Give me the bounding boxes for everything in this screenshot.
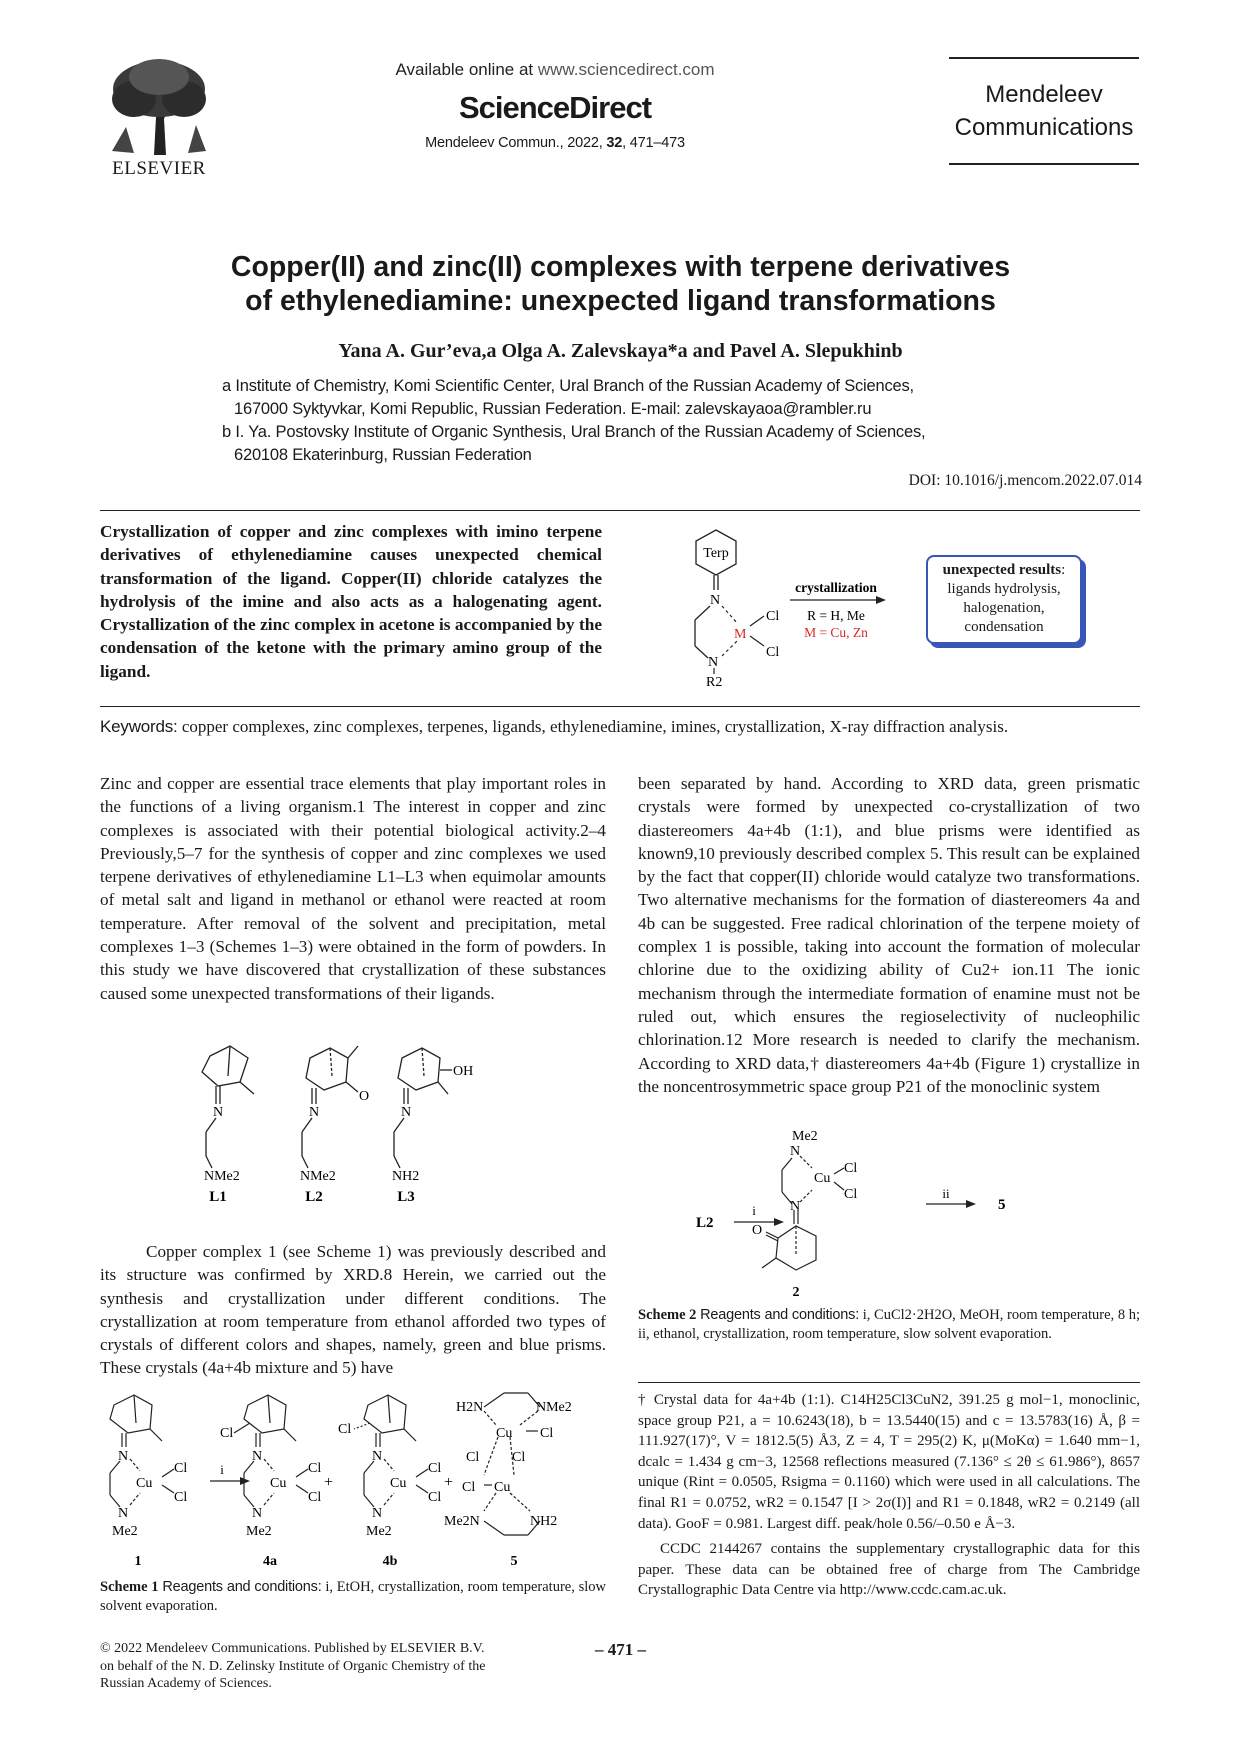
svg-text:R2: R2 — [706, 675, 723, 690]
svg-text:Cl: Cl — [220, 1426, 234, 1441]
svg-text:Cu: Cu — [814, 1171, 831, 1186]
compound-4b-label: 4b — [382, 1554, 398, 1569]
svg-text:Cl: Cl — [540, 1426, 554, 1441]
scheme-1-caption: Scheme 1 Reagents and conditions: i, EtOH, crystallization, room temperature, slow solvent evaporation. — [100, 1579, 607, 1614]
svg-text:i: i — [752, 1203, 756, 1218]
svg-text:Cl: Cl — [428, 1490, 442, 1505]
compound-1-label: 1 — [134, 1554, 142, 1569]
ligand-l1-label: L1 — [209, 1189, 227, 1205]
scheme-2-caption: Scheme 2 Reagents and conditions: i, CuCl2·2H2O, MeOH, room temperature, 8 h; ii, ethanol, crystallization, room temperature, slow solvent evaporation. — [638, 1307, 1141, 1342]
authors: Yana A. Gur’eva,a Olga A. Zalevskaya*a and Pavel A. Slepukhinb — [338, 340, 903, 362]
svg-text:NMe2: NMe2 — [204, 1169, 240, 1184]
abstract-text: Crystallization of copper and zinc complexes with imino terpene derivatives of ethylenediamine causes unexpected chemical transformation of the ligand. Copper(II) chloride catalyzes the hydrolysis of the imine and also acts as a halogenating agent. Crystallization of the zinc complex in acetone is accompanied by the condensation of the ketone with the primary amino group of the ligand. — [100, 522, 602, 681]
affiliations: a Institute of Chemistry, Komi Scientific Center, Ural Branch of the Russian Academy of Sciences, 167000 Syktyvkar, Komi Republic, Russian Federation. E-mail: zalevskayaoa@rambler.ru b I. Ya. Postovsky Institute of Organic Synthesis, Ural Branch of the Russian Academy of Sciences, 620108 Ekaterinburg, Russian Federation — [222, 377, 926, 464]
svg-text:N: N — [401, 1105, 412, 1120]
svg-text:+: + — [444, 1474, 454, 1491]
svg-text:L2: L2 — [696, 1215, 714, 1231]
svg-text:Cl: Cl — [338, 1422, 352, 1437]
svg-text:Cl: Cl — [844, 1161, 858, 1176]
svg-text:Cl: Cl — [308, 1490, 322, 1505]
compound-4a-label: 4a — [263, 1554, 277, 1569]
svg-text:H2N: H2N — [456, 1400, 484, 1415]
arrow-right-icon — [966, 1200, 976, 1208]
publisher-name: ELSEVIER — [112, 158, 206, 179]
svg-text:N: N — [252, 1449, 263, 1464]
svg-text:Cu: Cu — [494, 1480, 511, 1495]
article-title: Copper(II) and zinc(II) complexes with terpene derivatives of ethylenediamine: unexpected ligand transformations — [230, 251, 1011, 317]
ccdc-note: CCDC 2144267 contains the supplementary crystallographic data for this paper. These data can be obtained free of charge from The Cambridge Crystallographic Data Centre via http://www.ccdc.cam.ac.uk. — [638, 1541, 1140, 1599]
svg-text:R = H, Me: R = H, Me — [807, 608, 865, 623]
svg-text:Cl: Cl — [766, 645, 780, 660]
scheme-1 — [100, 1385, 610, 1570]
arrow-right-icon — [774, 1218, 784, 1226]
svg-text:5: 5 — [998, 1197, 1006, 1213]
svg-text:N: N — [372, 1506, 383, 1521]
body-paragraph-2: Copper complex 1 (see Scheme 1) was previously described and its structure was confirmed by XRD.8 Herein, we carried out the synthesis and crystallization under different conditions. The crystallization at room temperature from ethanol afforded two types of crystals of different colors and shapes, namely, green and blue prisms. These crystals (4a+4b mixture and 5) have — [100, 1242, 606, 1378]
svg-text:O: O — [359, 1089, 370, 1104]
svg-text:N: N — [118, 1449, 129, 1464]
svg-text:+: + — [324, 1474, 334, 1491]
terp-label: Terp — [703, 546, 729, 561]
svg-text:NMe2: NMe2 — [536, 1400, 572, 1415]
svg-text:Cl: Cl — [462, 1480, 476, 1495]
svg-text:N: N — [252, 1506, 263, 1521]
svg-text:M = Cu, Zn: M = Cu, Zn — [804, 625, 868, 640]
scheme-2 — [696, 1128, 1070, 1313]
journal-name: Mendeleev Communications — [954, 81, 1134, 141]
page-number: – 471 – — [595, 1640, 646, 1659]
results-box: unexpected results: ligands hydrolysis, halogenation, condensation — [926, 555, 1082, 644]
metal-label: M — [734, 627, 747, 642]
svg-text:Cl: Cl — [174, 1461, 188, 1476]
svg-text:N: N — [790, 1199, 801, 1214]
svg-text:O: O — [752, 1223, 763, 1238]
svg-text:ii: ii — [942, 1186, 950, 1201]
svg-text:Cl: Cl — [308, 1461, 322, 1476]
arrow-right-icon — [876, 596, 886, 604]
svg-text:Me2: Me2 — [112, 1524, 138, 1539]
svg-text:NMe2: NMe2 — [300, 1169, 336, 1184]
svg-text:OH: OH — [453, 1064, 474, 1079]
compound-2-label: 2 — [792, 1285, 800, 1300]
ligand-l2-label: L2 — [305, 1189, 323, 1205]
svg-text:Cl: Cl — [174, 1490, 188, 1505]
svg-text:Cu: Cu — [496, 1426, 513, 1441]
arrow-right-icon — [240, 1477, 250, 1485]
svg-text:Cl: Cl — [844, 1187, 858, 1202]
svg-text:N: N — [213, 1105, 224, 1120]
svg-text:N: N — [708, 655, 719, 670]
svg-text:Me2: Me2 — [366, 1524, 392, 1539]
svg-text:Cl: Cl — [466, 1450, 480, 1465]
sciencedirect-logo: ScienceDirect — [458, 90, 652, 125]
body-paragraph-1: Zinc and copper are essential trace elements that play important roles in the functions of a living organism.1 The interest in copper and zinc complexes is associated with their potential biological activity.2–4 Previously,5–7 for the synthesis of copper and zinc complexes we used terpene derivatives of ethylenediamine L1–L3 when equimolar amounts of metal salt and ligand in methanol or ethanol were reacted at room temperature. After removal of the solvent and precipitation, metal complexes 1–3 (Schemes 1–3) were obtained in the form of powders. In this study we have discovered that crystallization of these substances caused some unexpected transformations of their ligands. — [100, 774, 606, 1003]
citation: Mendeleev Commun., 2022, 32, 471–473 — [425, 135, 685, 151]
svg-text:N: N — [710, 593, 721, 608]
svg-text:N: N — [372, 1449, 383, 1464]
svg-text:NH2: NH2 — [392, 1169, 420, 1184]
svg-text:Cu: Cu — [390, 1476, 407, 1491]
svg-text:Cl: Cl — [766, 609, 780, 624]
available-online: Available online at www.sciencedirect.com — [395, 60, 715, 79]
svg-text:N: N — [309, 1105, 320, 1120]
svg-text:Cl: Cl — [428, 1461, 442, 1476]
arrow-label: crystallization — [795, 580, 877, 595]
svg-text:Me2N: Me2N — [444, 1514, 480, 1529]
svg-text:N: N — [790, 1144, 801, 1159]
svg-text:NH2: NH2 — [530, 1514, 558, 1529]
copyright: © 2022 Mendeleev Communications. Published by ELSEVIER B.V. on behalf of the N. D. Zelinsky Institute of Organic Chemistry of the Russian Academy of Sciences. — [100, 1641, 486, 1691]
sciencedirect-link[interactable]: www.sciencedirect.com — [537, 60, 715, 79]
doi[interactable]: DOI: 10.1016/j.mencom.2022.07.014 — [908, 472, 1142, 489]
svg-text:Me2: Me2 — [246, 1524, 272, 1539]
body-paragraph-3: been separated by hand. According to XRD data, green prismatic crystals were formed by unexpected co-crystallization of two diastereomers 4a+4b (1:1), and blue prisms were identified as known9,10 previously described complex 5. This result can be explained by the fact that copper(II) chloride would catalyze two transformations. Two alternative mechanisms for the formation of diastereomers 4a and 4b can be suggested. Free radical chlorination of the terpene moiety of complex 1 is possible, taking into account the formation of molecular chlorine due to the oxidizing ability of Cu2+ ion.11 The ionic mechanism through the intermediate formation of enamine must not be ruled out, which ensures the regioselectivity of nucleophilic chlorination.12 More research is needed to clarify the mechanism. According to XRD data,† diastereomers 4a+4b (Figure 1) crystallize in the noncentrosymmetric space group P21 of the monoclinic system — [638, 774, 1140, 1096]
ligand-l3-label: L3 — [397, 1189, 415, 1205]
svg-text:N: N — [118, 1506, 129, 1521]
compound-5-label: 5 — [510, 1554, 518, 1569]
svg-text:Cl: Cl — [512, 1450, 526, 1465]
svg-text:Me2: Me2 — [792, 1129, 818, 1144]
crystal-data-footnote: † Crystal data for 4a+4b (1:1). C14H25Cl3CuN2, 391.25 g mol−1, monoclinic, space group P21, a = 10.6243(18), b = 13.5440(15) and c = 13.5783(16) Å, β = 111.927(17)°, V = 1812.5(5) Å3, Z = 4, T = 295(2) K, μ(MoKα) = 1.640 mm−1, dcalc = 1.434 g cm−3, 12568 reflections measured (7.136° ≤ 2θ ≤ 61.986°), 8657 unique (Rint = 0.0505, Rsigma = 0.1160) which were used in all calculations. The final R1 = 0.0752, wR2 = 0.1547 [I > 2σ(I)] and R1 = 0.1848, wR2 = 0.2149 (all data). GooF = 0.981. Largest diff. peak/hole 0.56/–0.50 e Å−3. — [638, 1392, 1140, 1532]
svg-text:Cu: Cu — [136, 1476, 153, 1491]
keywords: Keywords: copper complexes, zinc complexes, terpenes, ligands, ethylenediamine, imines, crystallization, X-ray diffraction analysis. — [100, 717, 1009, 736]
svg-text:i: i — [220, 1462, 224, 1477]
svg-text:Cu: Cu — [270, 1476, 287, 1491]
ligands-figure — [180, 1040, 540, 1215]
